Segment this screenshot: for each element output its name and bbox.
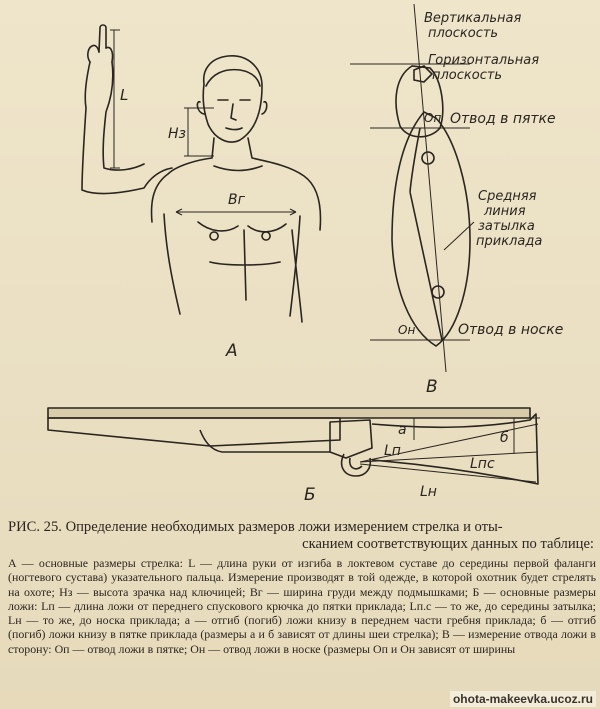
label-b: б [500, 430, 509, 446]
label-Ln: Lп [384, 443, 401, 459]
label-Bg: Bг [228, 192, 245, 208]
caption-line-2: сканием соответствующих данных по таблице: [302, 536, 594, 552]
label-Lps: Lпс [470, 456, 495, 472]
figure-a-dimensions [110, 30, 296, 215]
label-Lh: Lн [420, 484, 437, 500]
figure-legend: А — основные размеры стрелка: L — длина руки от изгиба в локтевом суставе до середины первой фаланги (ногтевого сустава) указательного пальца. Измерение производят в той одежде, в которой охотник будет стрелять на охоте; Hз — высота зрачка над ключицей; Bг — ширина груди между подмышками; Б — основные размеры ложи: Lп — длина ложи от переднего спускового крючка до пятки приклада; Lп.с — то же, до середины затылка; Lн — то же, до носка приклада; а — отгиб (погиб) ложи книзу в переднем части гребня приклада; б — отгиб (погиб) ложи книзу в пятке приклада (размеры а и б зависят от длины шеи стрелка); В — измерение отвода ложи в сторону: Оп — отвод ложи в пятке; Он — отвод ложи в носке (размеры Оп и Он зависят от ширины [8, 556, 596, 656]
label-Op: Оп [424, 111, 442, 125]
caption-line-1: РИС. 25. Определение необходимых размеров ложи измерением стрелка и оты- [8, 519, 503, 535]
panel-label-v: В [426, 377, 438, 397]
figure-a-man [82, 25, 320, 322]
label-Hz: Hз [168, 126, 186, 142]
label-midline-1: Средняя [478, 189, 537, 204]
panel-label-a: А [226, 341, 238, 361]
label-On: Он [398, 323, 416, 337]
watermark: ohota-makeevka.ucoz.ru [450, 691, 596, 707]
label-vertical-2: плоскость [428, 26, 499, 41]
label-horizontal-2: плоскость [432, 68, 503, 83]
label-heel-offset: Отвод в пятке [450, 111, 556, 127]
figure-b-shotgun [48, 408, 538, 484]
label-horizontal-1: Горизонтальная [428, 53, 540, 68]
panel-label-b: Б [304, 485, 316, 505]
figure-caption [8, 519, 596, 553]
label-vertical-1: Вертикальная [424, 11, 522, 26]
label-midline-3: затылка [478, 219, 535, 234]
label-L: L [120, 86, 129, 104]
label-midline-2: линия [484, 204, 526, 219]
label-a: а [398, 422, 407, 438]
label-toe-offset: Отвод в носке [458, 322, 564, 338]
label-midline-4: приклада [476, 234, 543, 249]
